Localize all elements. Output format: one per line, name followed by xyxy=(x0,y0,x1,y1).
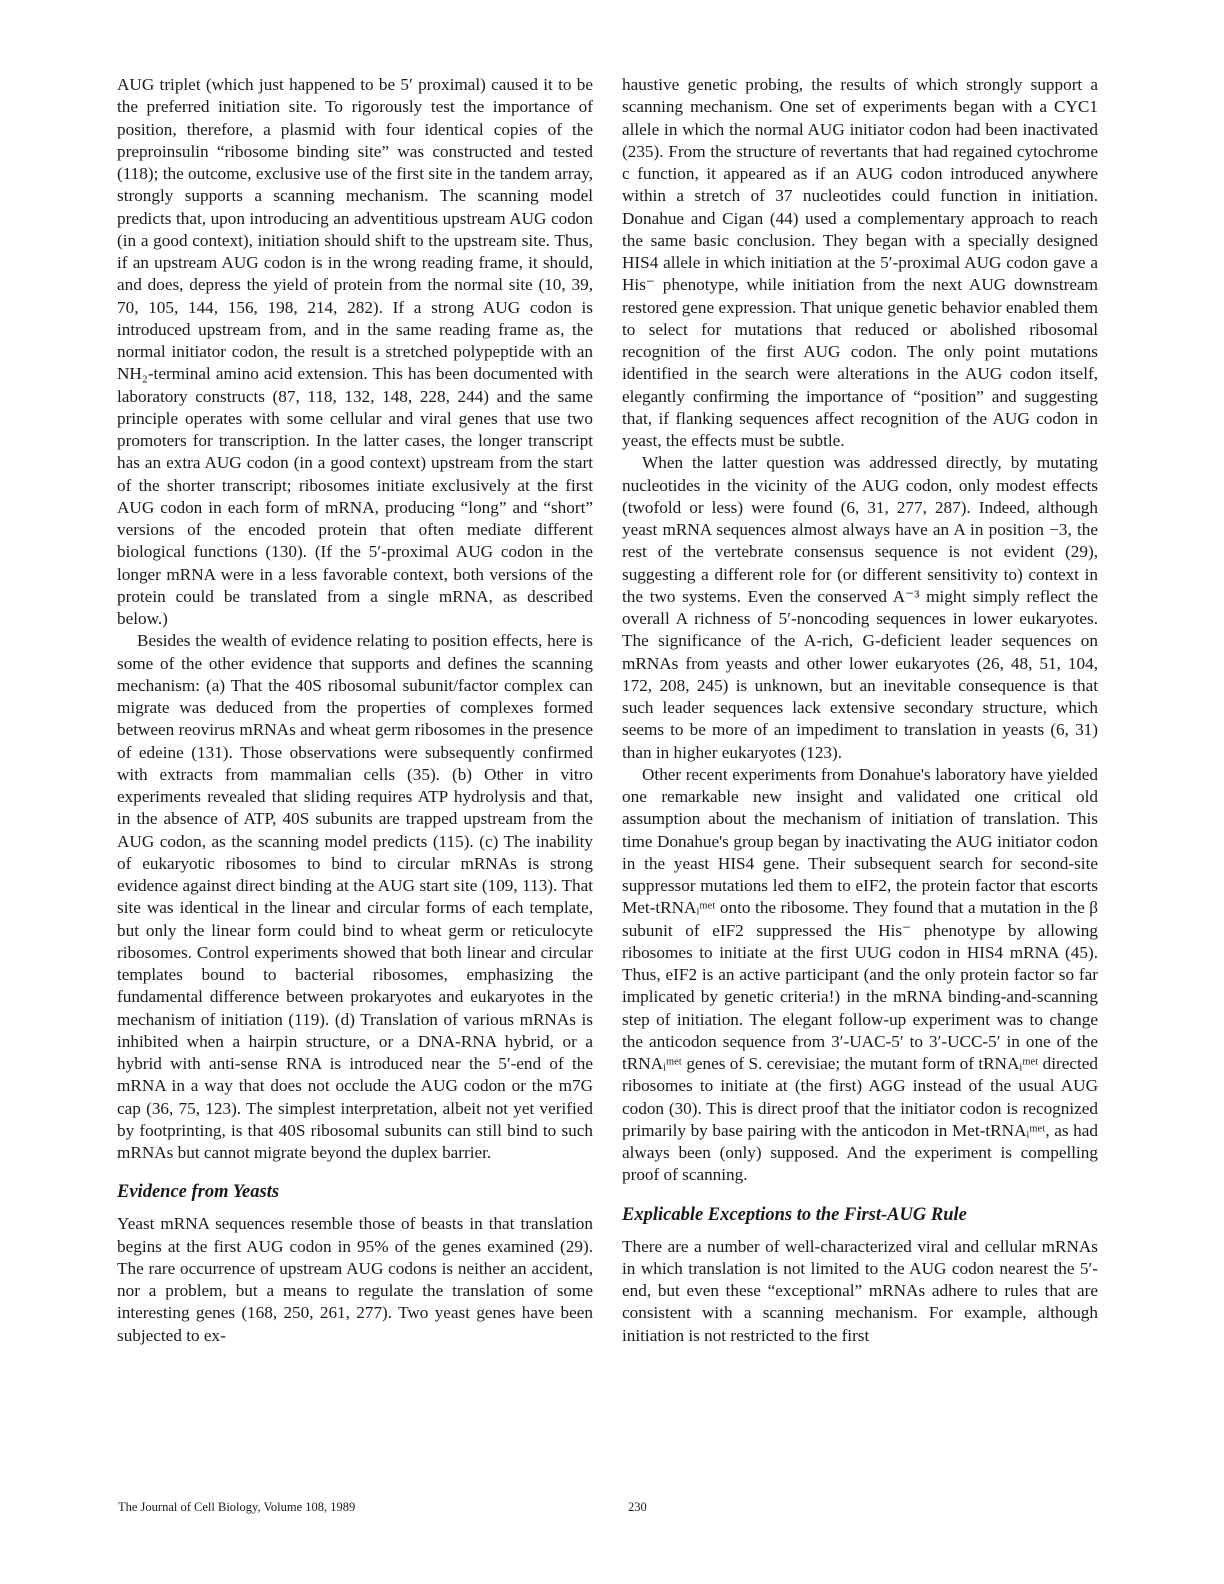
body-paragraph: Yeast mRNA sequences resemble those of beasts in that translation begins at the first AUG codon in 95% of the genes examined (29). The rare occurrence of upstream AUG codons is neither an accident, nor a problem, but a means to regulate the translation of some interesting genes (168, 250, 261, 277). Two yeast genes have been subjected to ex- xyxy=(117,1214,593,1345)
section-heading: Explicable Exceptions to the First-AUG Rule xyxy=(622,1204,967,1225)
journal-citation: The Journal of Cell Biology, Volume 108, 1989 xyxy=(118,1500,356,1514)
body-paragraph: Other recent experiments from Donahue's laboratory have yielded one remarkable new insight and validated one critical old assumption about the mechanism of initiation of translation. This time Donahue's group began by inactivating the AUG initiator codon in the yeast HIS4 gene. Their subsequent search for second-site suppressor mutations led them to eIF2, the protein factor that escorts Met-tRNAᵢᵐᵉᵗ onto the ribosome. They found that a mutation in the β subunit of eIF2 suppressed the His⁻ phenotype by allowing ribosomes to initiate at the first UUG codon in HIS4 mRNA (45). Thus, eIF2 is an active participant (and the only protein factor so far implicated by genetic criteria!) in the mRNA binding-and-scanning step of initiation. The elegant follow-up experiment was to change the anticodon sequence from 3′-UAC-5′ to 3′-UCC-5′ in one of the tRNAᵢᵐᵉᵗ genes of S. cerevisiae; the mutant form of tRNAᵢᵐᵉᵗ directed ribosomes to initiate at (the first) AGG instead of the usual AUG codon (30). This is direct proof that the initiator codon is recognized primarily by base pairing with the anticodon in Met-tRNAᵢᵐᵉᵗ, as had always been (only) supposed. And the experiment is compelling proof of scanning. xyxy=(622,764,1098,1185)
page-number: 230 xyxy=(628,1500,647,1514)
body-paragraph: AUG triplet (which just happened to be 5′ proximal) caused it to be the preferred initiation site. To rigorously test the importance of position, therefore, a plasmid with four identical copies of the preproinsulin “ribosome binding site” was constructed and tested (118); the outcome, exclusive use of the first site in the tandem array, strongly supports a scanning mechanism. The scanning model predicts that, upon introducing an adventitious upstream AUG codon (in a good context), initiation should shift to the upstream site. Thus, if an upstream AUG codon is in the wrong reading frame, it should, and does, depress the yield of protein from the normal site (10, 39, 70, 105, 144, 156, 198, 214, 282). If a strong AUG codon is introduced upstream from, and in the same reading frame as, the normal initiator codon, the result is a stretched polypeptide with an NH₂-terminal amino acid extension. This has been documented with laboratory constructs (87, 118, 132, 148, 228, 244) and the same principle operates with some cellular and viral genes that use two promoters for transcription. In the latter cases, the longer transcript has an extra AUG codon (in a good context) upstream from the start of the shorter transcript; ribosomes initiate exclusively at the first AUG codon in each form of mRNA, producing “long” and “short” versions of the encoded protein that often mediate different biological functions (130). (If the 5′-proximal AUG codon in the longer mRNA were in a less favorable context, both versions of the protein could be translated from a single mRNA, as described below.) xyxy=(117,75,593,628)
left-column xyxy=(117,74,593,1347)
body-paragraph: Besides the wealth of evidence relating to position effects, here is some of the other evidence that supports and defines the scanning mechanism: (a) That the 40S ribosomal subunit/factor complex can migrate was deduced from the properties of complexes formed between reovirus mRNAs and wheat germ ribosomes in the presence of edeine (131). Those observations were subsequently confirmed with extracts from mammalian cells (35). (b) Other in vitro experiments revealed that sliding requires ATP hydrolysis and that, in the absence of ATP, 40S subunits are trapped upstream from the AUG codon, as the scanning model predicts (115). (c) The inability of eukaryotic ribosomes to bind to circular mRNAs is strong evidence against direct binding at the AUG start site (109, 113). That site was identical in the linear and circular forms of each template, but only the linear form could bind to wheat germ or reticulocyte ribosomes. Control experiments showed that both linear and circular templates bound to bacterial ribosomes, emphasizing the fundamental difference between prokaryotes and eukaryotes in the mechanism of initiation (119). (d) Translation of various mRNAs is inhibited when a hairpin structure, or a DNA-RNA hybrid, or a hybrid with anti-sense RNA is introduced near the 5′-end of the mRNA in a way that does not occlude the AUG codon or the m7G cap (36, 75, 123). The simplest interpretation, albeit not yet verified by footprinting, is that 40S ribosomal subunits can still bind to such mRNAs but cannot migrate beyond the duplex barrier. xyxy=(117,631,593,1162)
body-paragraph: There are a number of well-characterized viral and cellular mRNAs in which translation is not limited to the AUG codon nearest the 5′-end, but even these “exceptional” mRNAs adhere to rules that are consistent with a scanning mechanism. For example, although initiation is not restricted to the first xyxy=(622,1236,1098,1345)
right-column xyxy=(622,74,1098,1347)
body-paragraph: haustive genetic probing, the results of which strongly support a scanning mechanism. One set of experiments began with a CYC1 allele in which the normal AUG initiator codon had been inactivated (235). From the structure of revertants that had regained cytochrome c function, it appeared as if an AUG codon introduced anywhere within a stretch of 37 nucleotides could function in initiation. Donahue and Cigan (44) used a complementary approach to reach the same basic conclusion. They began with a specially designed HIS4 allele in which initiation at the 5′-proximal AUG codon gave a His⁻ phenotype, while initiation from the next AUG downstream restored gene expression. That unique genetic behavior enabled them to select for mutations that reduced or abolished ribosomal recognition of the first AUG codon. The only point mutations identified in the search were alterations in the AUG codon itself, elegantly confirming the importance of “position” and suggesting that, if flanking sequences affect recognition of the AUG codon in yeast, the effects must be subtle. xyxy=(622,75,1098,450)
section-heading: Evidence from Yeasts xyxy=(117,1182,280,1203)
body-paragraph: When the latter question was addressed directly, by mutating nucleotides in the vicinity of the AUG codon, only modest effects (twofold or less) were found (6, 31, 277, 287). Indeed, although yeast mRNA sequences almost always have an A in position −3, the rest of the vertebrate consensus sequence is not evident (29), suggesting a different role for (or different sensitivity to) context in the two systems. Even the conserved A⁻³ might simply reflect the overall A richness of 5′-noncoding sequences in lower eukaryotes. The significance of the A-rich, G-deficient leader sequences on mRNAs from yeasts and other lower eukaryotes (26, 48, 51, 104, 172, 208, 245) is unknown, but an inevitable consequence is that such leader sequences lack extensive secondary structure, which seems to be more of an impediment to translation in yeasts (6, 31) than in higher eukaryotes (123). xyxy=(622,453,1098,762)
